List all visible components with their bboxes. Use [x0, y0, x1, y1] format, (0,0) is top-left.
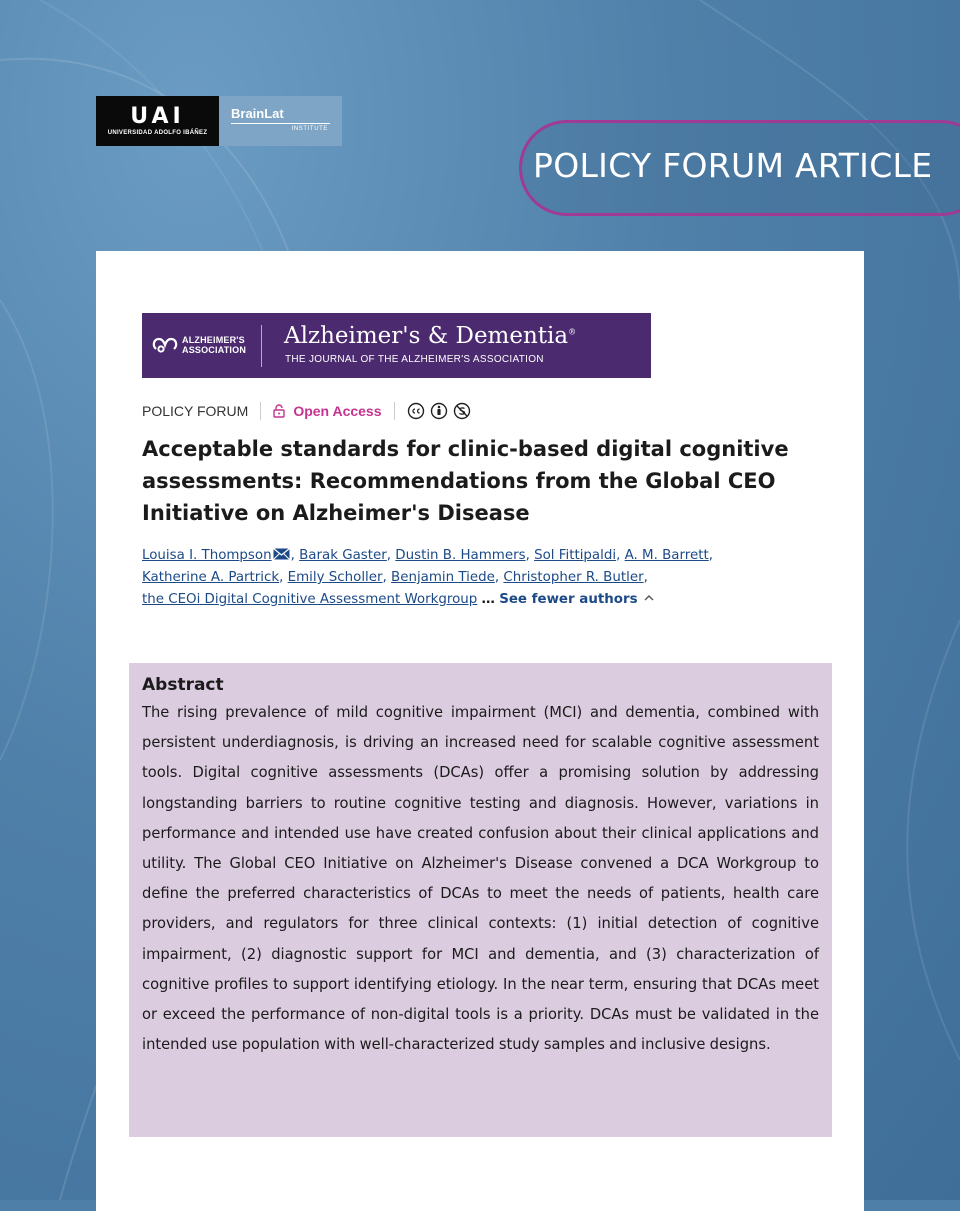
brainlat-divider: [231, 123, 330, 124]
abstract-heading: Abstract: [142, 675, 224, 695]
authors-ellipsis: …: [481, 592, 495, 607]
alzheimers-association-logo: [152, 335, 246, 355]
journal-subtitle: THE JOURNAL OF THE ALZHEIMER'S ASSOCIATION: [285, 354, 544, 365]
open-access-link[interactable]: Open Access: [293, 403, 382, 419]
article-card: [96, 251, 864, 1211]
attribution-icon: [430, 402, 448, 420]
journal-title: [284, 323, 576, 349]
uai-logo: [96, 96, 219, 146]
author-link[interactable]: Barak Gaster: [299, 548, 387, 563]
author-link[interactable]: Dustin B. Hammers: [395, 548, 526, 563]
association-symbol-icon: [152, 335, 178, 355]
banner-divider: [261, 325, 262, 367]
chevron-up-icon[interactable]: [644, 594, 654, 602]
institution-logo: [96, 96, 342, 146]
author-link[interactable]: Benjamin Tiede: [391, 570, 495, 585]
article-title: Acceptable standards for clinic-based digital cognitive assessments: Recommendations from the Global CEO Initiative on Alzheimer's Disease: [142, 437, 789, 525]
meta-divider: [260, 402, 261, 420]
email-icon[interactable]: [273, 548, 290, 560]
cc-icon: [407, 402, 425, 420]
section-label: POLICY FORUM: [142, 403, 249, 419]
abstract-box: [129, 663, 832, 1137]
author-link[interactable]: A. M. Barrett: [624, 548, 709, 563]
abstract-text: The rising prevalence of mild cognitive impairment (MCI) and dementia, combined with persistent underdiagnosis, is driving an increased need for scalable cognitive assessment tools. Digital cognitive assessments (DCAs) offer a promising solution by addressing longstanding barriers to routine cognitive testing and diagnosis. However, variations in performance and intended use have created confusion about their clinical applications and utility. The Global CEO Initiative on Alzheimer's Disease convened a DCA Workgroup to define the preferred characteristics of DCAs to meet the needs of patients, health care providers, and regulators for three clinical contexts: (1) initial detection of cognitive impairment, (2) diagnostic support for MCI and dementia, and (3) characterization of cognitive profiles to support identifying etiology. In the near term, ensuring that DCAs meet or exceed the performance of non-digital tools is a priority. DCAs must be validated in the intended use population with well-characterized study samples and inclusive designs.: [142, 704, 819, 1054]
author-link[interactable]: Katherine A. Partrick: [142, 570, 280, 585]
author-link[interactable]: Emily Scholler: [287, 570, 383, 585]
author-link[interactable]: Christopher R. Butler: [503, 570, 644, 585]
author-link[interactable]: Louisa I. Thompson: [142, 548, 272, 563]
article-type-label: POLICY FORUM ARTICLE: [533, 146, 933, 185]
meta-divider-2: [394, 402, 395, 420]
author-link[interactable]: the CEOi Digital Cognitive Assessment Workgroup: [142, 592, 478, 607]
article-meta: [142, 401, 471, 421]
journal-banner[interactable]: [142, 313, 651, 378]
author-list: Louisa I. Thompson , Barak Gaster, Dustin B. Hammers, Sol Fittipaldi, A. M. Barrett, Katherine A. Partrick, Emily Scholler, Benjamin Tiede, Christopher R. Butler, the CEOi Digital Cognitive Assessment Workgroup … See fewer authors: [142, 548, 713, 607]
author-link[interactable]: Sol Fittipaldi: [534, 548, 617, 563]
brainlat-logo: [219, 96, 342, 146]
noncommercial-icon: [453, 402, 471, 420]
see-fewer-authors-button[interactable]: See fewer authors: [499, 592, 638, 607]
brainlat-subtitle: INSTITUTE: [291, 126, 328, 132]
uai-name: UNIVERSIDAD ADOLFO IBÁÑEZ: [107, 130, 208, 136]
association-line-2: ASSOCIATION: [182, 345, 247, 355]
association-line-1: ALZHEIMER'S: [182, 335, 245, 345]
license-icons[interactable]: [407, 402, 471, 420]
open-lock-icon: [273, 404, 285, 418]
brainlat-name: BrainLat: [231, 106, 284, 121]
uai-mark: UAI: [130, 104, 185, 129]
registered-mark: ®: [568, 327, 577, 337]
journal-title-text: Alzheimer's & Dementia: [284, 323, 569, 349]
association-name: [182, 335, 246, 355]
